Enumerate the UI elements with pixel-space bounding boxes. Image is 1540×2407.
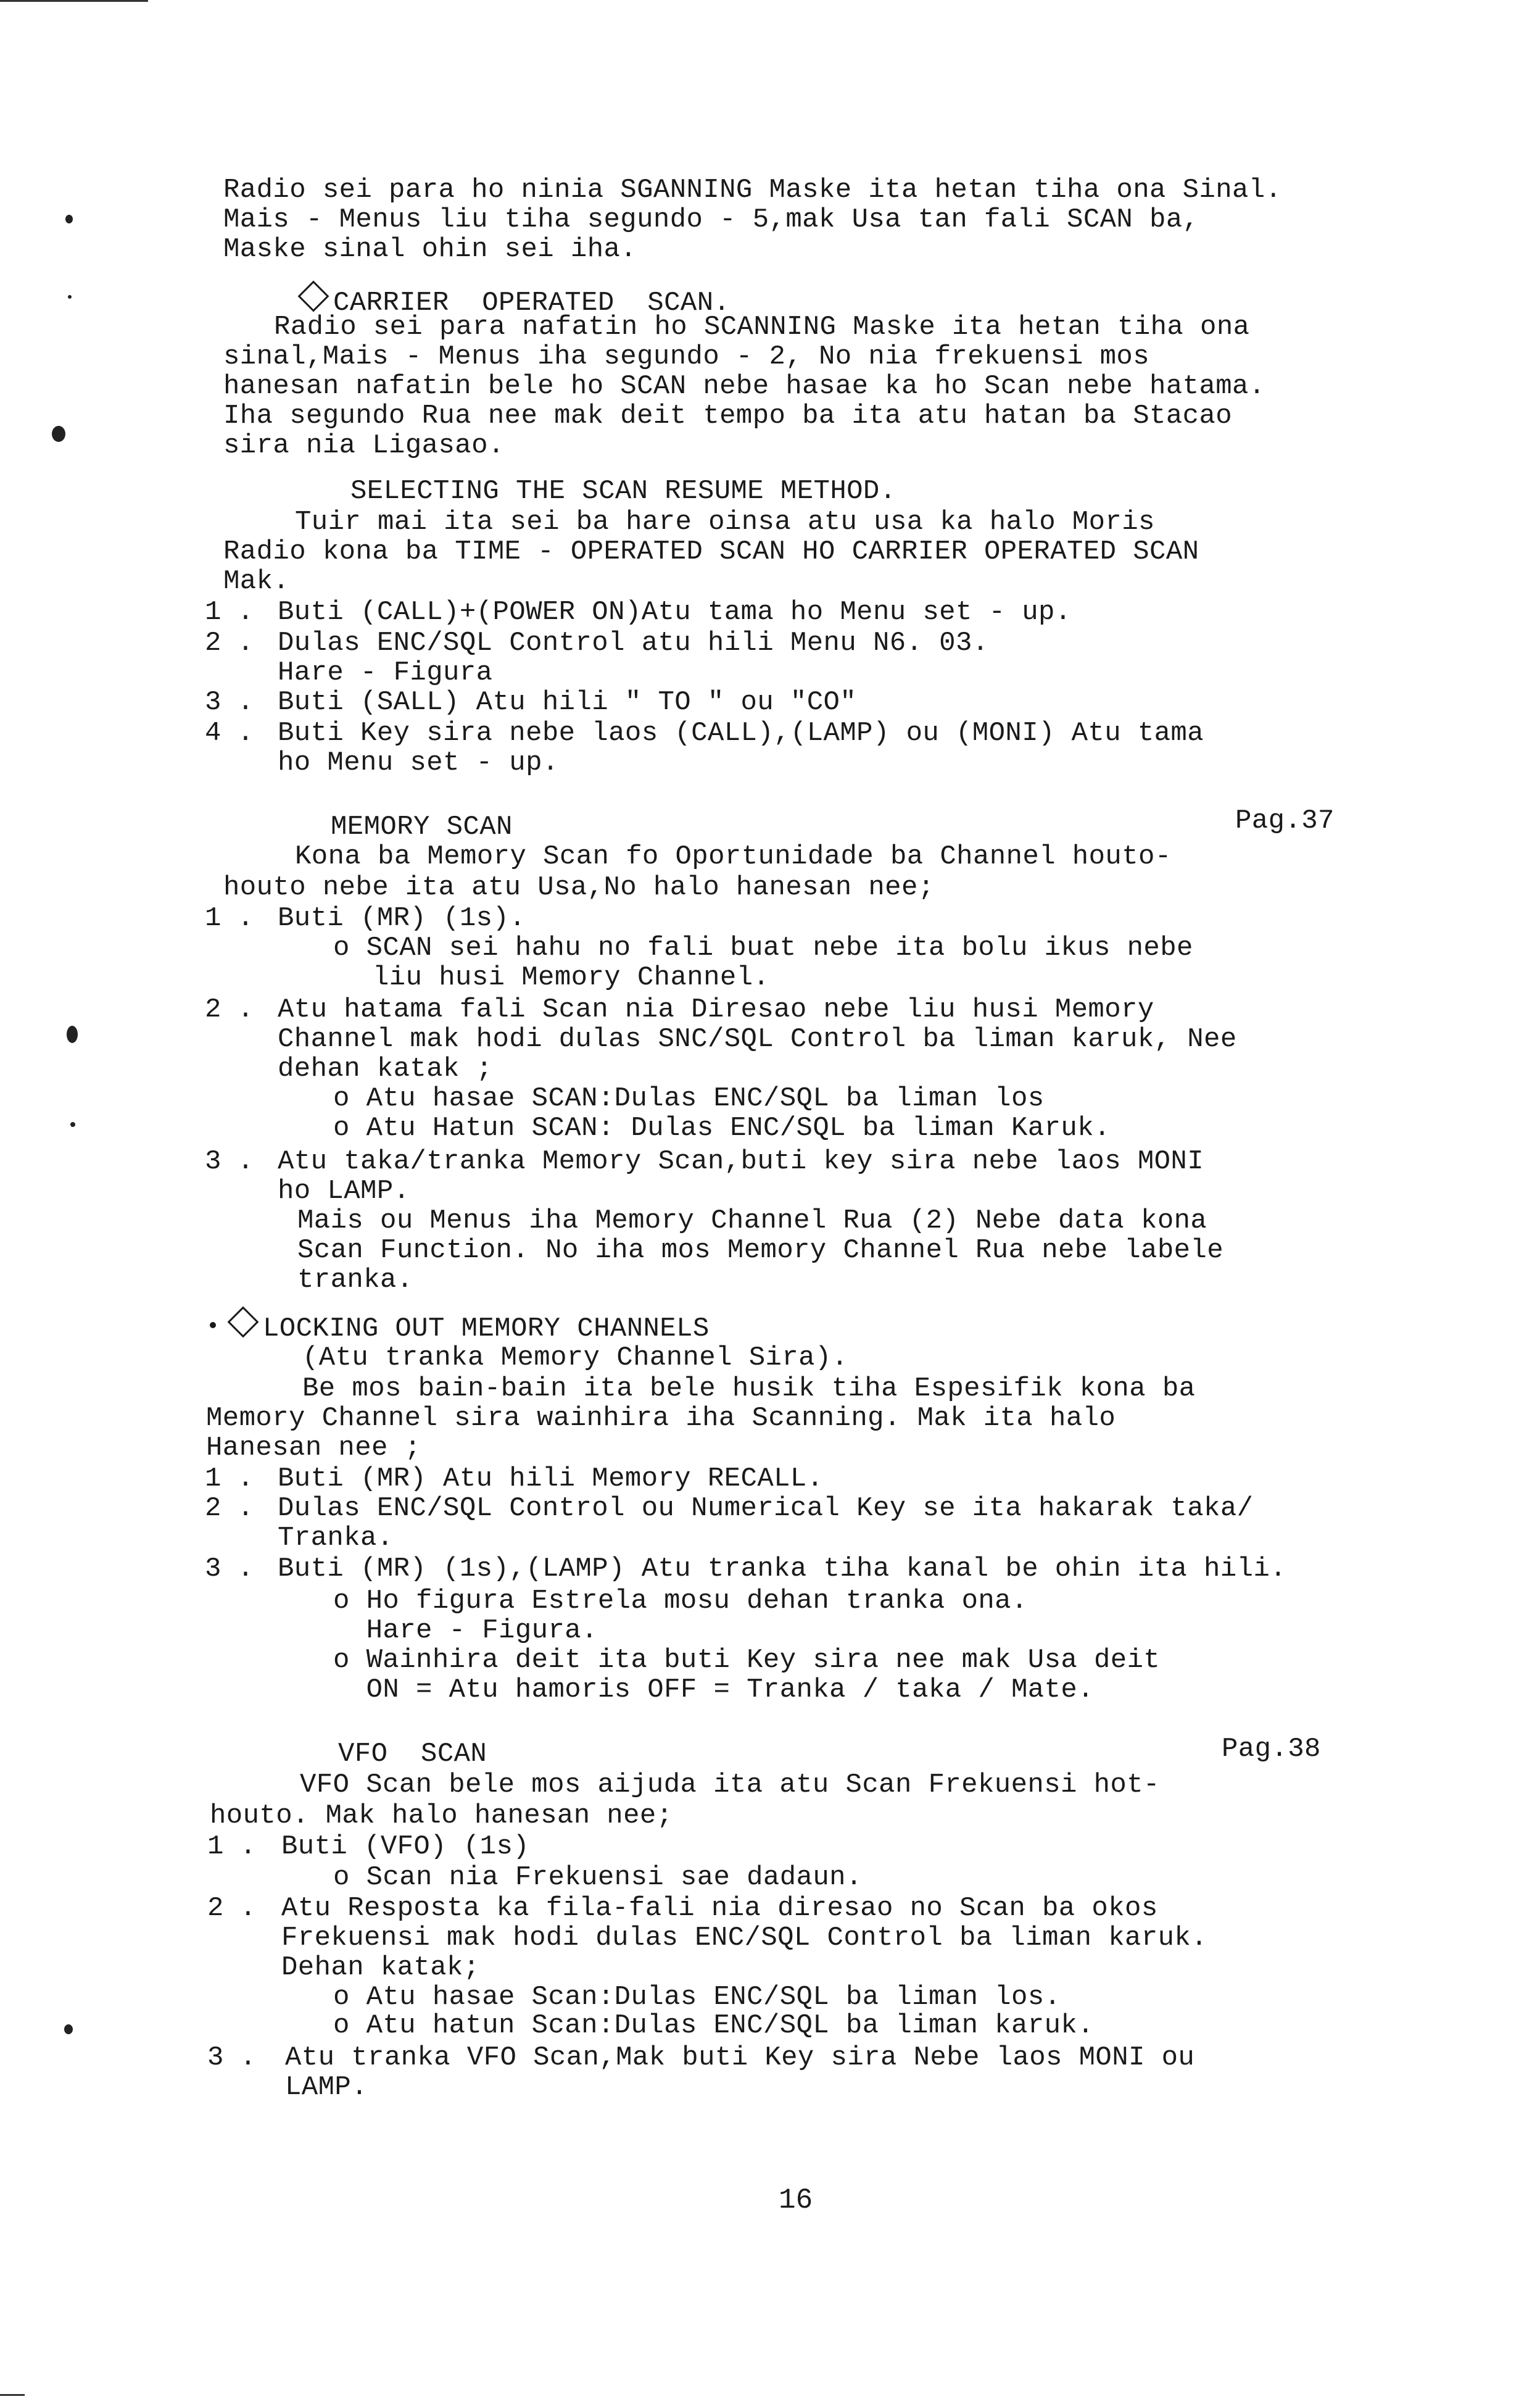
step-number: 4 . xyxy=(205,718,254,749)
diamond-bullet-icon xyxy=(228,1307,259,1338)
step-text: dehan katak ; xyxy=(278,1054,493,1084)
step-text: Buti (VFO) (1s) xyxy=(281,1831,530,1862)
diamond-bullet-icon xyxy=(298,281,329,312)
text-line: VFO Scan bele mos aijuda ita atu Scan Frekuensi hot- xyxy=(300,1769,1160,1800)
step-text: LAMP. xyxy=(285,2072,368,2103)
text-line: sinal,Mais - Menus iha segundo - 2, No nia frekuensi mos xyxy=(223,341,1150,372)
sub-item: o Ho figura Estrela mosu dehan tranka ona. xyxy=(333,1586,1028,1616)
page-reference: Pag.38 xyxy=(1222,1734,1321,1765)
section-heading xyxy=(210,1311,710,1344)
sub-item: o Atu hatun Scan:Dulas ENC/SQL ba liman karuk. xyxy=(333,2010,1094,2041)
step-text: Buti (SALL) Atu hili " TO " ou "CO" xyxy=(278,687,857,718)
step-number: 2 . xyxy=(205,994,254,1025)
step-text: Buti (MR) (1s). xyxy=(278,903,526,934)
section-heading: VFO SCAN xyxy=(338,1739,487,1769)
sub-item: o Atu hasae SCAN:Dulas ENC/SQL ba liman los xyxy=(333,1083,1045,1114)
step-text: Frekuensi mak hodi dulas ENC/SQL Control ba liman karuk. xyxy=(281,1923,1208,1953)
text-line: Be mos bain-bain ita bele husik tiha Espesifik kona ba xyxy=(302,1373,1196,1404)
text-line: Tuir mai ita sei ba hare oinsa atu usa ka halo Moris xyxy=(295,507,1155,538)
step-text: Dulas ENC/SQL Control atu hili Menu N6. 03. xyxy=(278,628,989,659)
binder-hole xyxy=(67,1026,78,1043)
binder-holes xyxy=(43,0,80,2407)
step-text: Buti Key sira nebe laos (CALL),(LAMP) ou (MONI) Atu tama xyxy=(278,718,1204,749)
text-line: Radio sei para ho ninia SGANNING Maske ita hetan tiha ona Sinal. xyxy=(223,175,1282,206)
sub-item: Hare - Figura. xyxy=(333,1615,598,1646)
carrier-heading: CARRIER OPERATED SCAN. xyxy=(333,288,731,318)
text-line: Mak. xyxy=(223,566,290,597)
step-number: 3 . xyxy=(205,1146,254,1177)
page-number: 16 xyxy=(779,2184,813,2216)
step-number: 1 . xyxy=(205,903,254,934)
step-text: Buti (MR) (1s),(LAMP) Atu tranka tiha kanal be ohin ita hili. xyxy=(278,1553,1287,1584)
lockout-heading: LOCKING OUT MEMORY CHANNELS xyxy=(263,1313,710,1344)
step-text: Buti (CALL)+(POWER ON)Atu tama ho Menu set - up. xyxy=(278,597,1072,628)
step-text: Dulas ENC/SQL Control ou Numerical Key se ita hakarak taka/ xyxy=(278,1493,1254,1524)
binder-hole xyxy=(65,215,73,223)
sub-item: ON = Atu hamoris OFF = Tranka / taka / Mate. xyxy=(333,1674,1094,1705)
step-text: ho Menu set - up. xyxy=(278,747,559,778)
step-text: Buti (MR) Atu hili Memory RECALL. xyxy=(278,1463,824,1494)
text-line: sira nia Ligasao. xyxy=(223,430,505,461)
text-line: houto nebe ita atu Usa,No halo hanesan nee; xyxy=(223,872,935,903)
text-line: Radio sei para nafatin ho SCANNING Maske ita hetan tiha ona xyxy=(274,312,1250,343)
step-number: 2 . xyxy=(207,1893,257,1924)
text-line: Kona ba Memory Scan fo Oportunidade ba Channel houto- xyxy=(295,841,1172,872)
step-text: Tranka. xyxy=(278,1523,394,1553)
sub-item: o Wainhira deit ita buti Key sira nee mak Usa deit xyxy=(333,1645,1161,1676)
text-line: Mais - Menus liu tiha segundo - 5,mak Usa tan fali SCAN ba, xyxy=(223,204,1199,235)
section-heading: SELECTING THE SCAN RESUME METHOD. xyxy=(350,476,896,507)
note-line: Scan Function. No iha mos Memory Channel Rua nebe labele xyxy=(297,1235,1224,1266)
binder-hole xyxy=(64,2024,73,2034)
step-number: 3 . xyxy=(205,687,254,718)
step-number: 3 . xyxy=(205,1553,254,1584)
page-reference: Pag.37 xyxy=(1235,805,1335,836)
text-line: Radio kona ba TIME - OPERATED SCAN HO CARRIER OPERATED SCAN xyxy=(223,536,1199,567)
sub-item: o SCAN sei hahu no fali buat nebe ita bolu ikus nebe xyxy=(333,933,1193,963)
step-text: Channel mak hodi dulas SNC/SQL Control ba liman karuk, Nee xyxy=(278,1024,1237,1055)
sub-item: o Atu hasae Scan:Dulas ENC/SQL ba liman los. xyxy=(333,1982,1061,2013)
bottom-rule xyxy=(0,2394,25,2396)
binder-hole xyxy=(68,295,72,299)
text-line: Iha segundo Rua nee mak deit tempo ba ita atu hatan ba Stacao xyxy=(223,401,1233,431)
step-text: Atu hatama fali Scan nia Diresao nebe liu husi Memory xyxy=(278,994,1154,1025)
subheading: (Atu tranka Memory Channel Sira). xyxy=(302,1342,848,1373)
step-text: Atu Resposta ka fila-fali nia diresao no Scan ba okos xyxy=(281,1893,1158,1924)
step-number: 1 . xyxy=(207,1831,257,1862)
step-number: 2 . xyxy=(205,628,254,659)
step-text: Atu taka/tranka Memory Scan,buti key sira nebe laos MONI xyxy=(278,1146,1204,1177)
step-number: 1 . xyxy=(205,597,254,628)
step-text: Hare - Figura xyxy=(278,657,493,688)
sub-item: liu husi Memory Channel. xyxy=(373,962,770,993)
text-line: Hanesan nee ; xyxy=(206,1432,421,1463)
text-line: Memory Channel sira wainhira iha Scanning. Mak ita halo xyxy=(206,1403,1116,1434)
step-number: 2 . xyxy=(205,1493,254,1524)
step-number: 1 . xyxy=(205,1463,254,1494)
step-number: 3 . xyxy=(207,2042,257,2073)
sub-item: o Scan nia Frekuensi sae dadaun. xyxy=(333,1862,863,1893)
section-heading: MEMORY SCAN xyxy=(331,812,513,842)
binder-hole xyxy=(52,426,65,442)
step-text: ho LAMP. xyxy=(278,1176,410,1207)
note-line: Mais ou Menus iha Memory Channel Rua (2) Nebe data kona xyxy=(297,1205,1207,1236)
dot-bullet-icon xyxy=(210,1322,216,1328)
sub-item: o Atu Hatun SCAN: Dulas ENC/SQL ba liman Karuk. xyxy=(333,1113,1111,1144)
note-line: tranka. xyxy=(297,1265,413,1295)
step-text: Atu tranka VFO Scan,Mak buti Key sira Nebe laos MONI ou xyxy=(285,2042,1195,2073)
text-line: hanesan nafatin bele ho SCAN nebe hasae ka ho Scan nebe hatama. xyxy=(223,371,1265,402)
text-line: Maske sinal ohin sei iha. xyxy=(223,234,637,265)
binder-hole xyxy=(70,1122,75,1127)
step-text: Dehan katak; xyxy=(281,1952,480,1983)
text-line: houto. Mak halo hanesan nee; xyxy=(210,1800,673,1831)
